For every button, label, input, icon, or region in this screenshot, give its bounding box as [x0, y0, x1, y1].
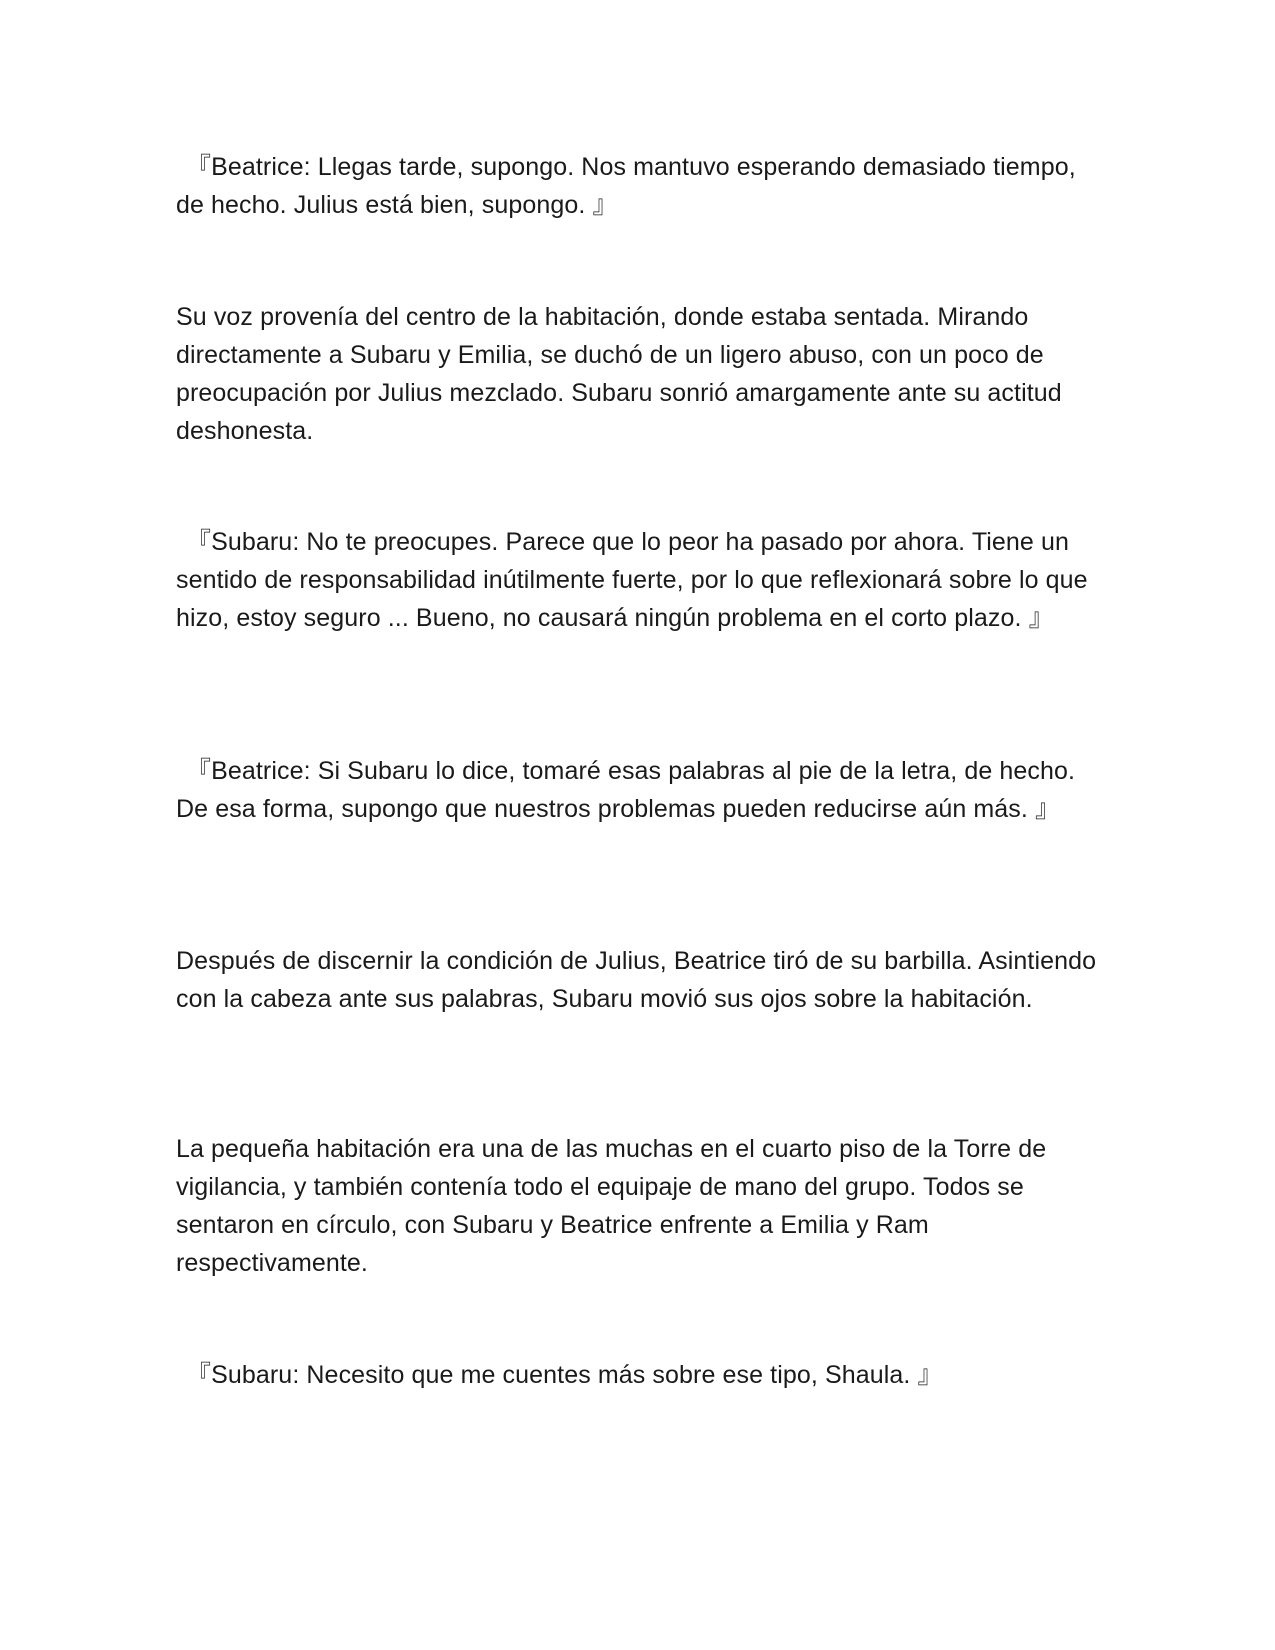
dialogue-subaru-dont-worry: 『Subaru: No te preocupes. Parece que lo peor ha pasado por ahora. Tiene un sentido de responsabilidad inútilmente fuerte, por lo que reflexionará sobre lo que hizo, estoy seguro ... Bueno, no causará ningún problema en el corto plazo. 』	[176, 528, 1088, 632]
narration-beatrice-chin: Después de discernir la condición de Julius, Beatrice tiró de su barbilla. Asintiendo con la cabeza ante sus palabras, Subaru movió sus ojos sobre la habitación.	[176, 947, 1097, 1013]
narration-voice-center: Su voz provenía del centro de la habitación, donde estaba sentada. Mirando directamente a Subaru y Emilia, se duchó de un ligero abuso, con un poco de preocupación por Julius mezclado. Subaru sonrió amargamente ante su actitud deshonesta.	[176, 303, 1062, 445]
dialogue-beatrice-late: 『Beatrice: Llegas tarde, supongo. Nos mantuvo esperando demasiado tiempo, de hecho. Julius está bien, supongo. 』	[176, 153, 1076, 219]
dialogue-subaru-shaula: 『Subaru: Necesito que me cuentes más sobre ese tipo, Shaula. 』	[186, 1361, 943, 1389]
dialogue-beatrice-take-words: 『Beatrice: Si Subaru lo dice, tomaré esas palabras al pie de la letra, de hecho. De esa forma, supongo que nuestros problemas pueden reducirse aún más. 』	[176, 757, 1076, 823]
narration-small-room: La pequeña habitación era una de las muchas en el cuarto piso de la Torre de vigilancia, y también contenía todo el equipaje de mano del grupo. Todos se sentaron en círculo, con Subaru y Beatrice enfrente a Emilia y Ram respectivamente.	[176, 1135, 1047, 1277]
